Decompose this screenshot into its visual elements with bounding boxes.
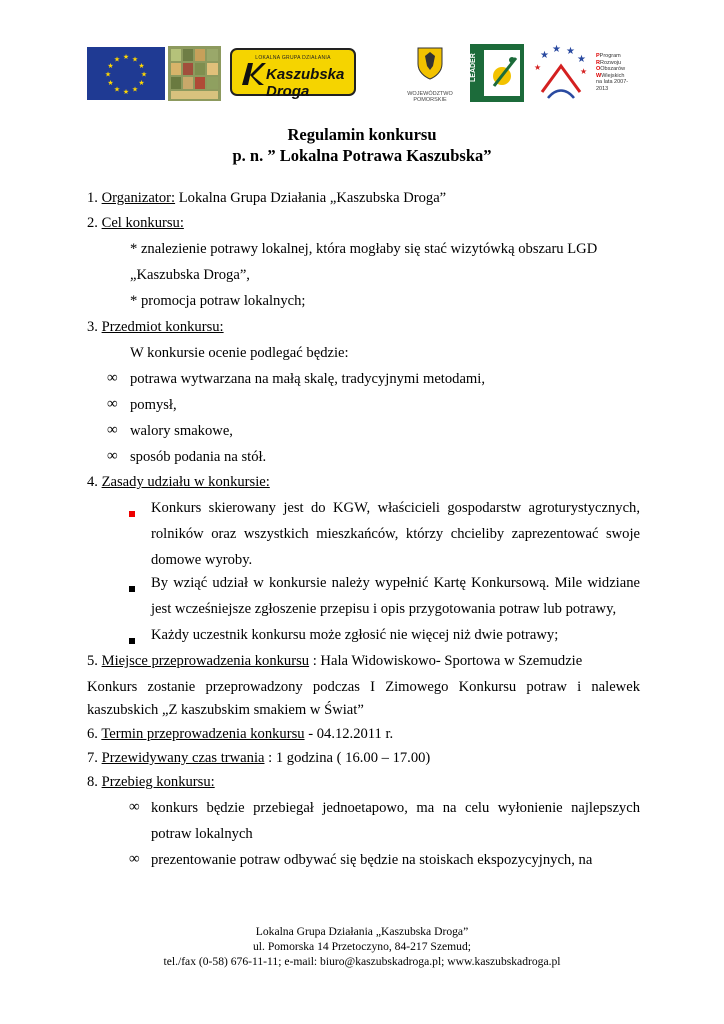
prow-line-text: Obszarów <box>600 66 626 73</box>
rule-2-line-1: By wziąć udział w konkursie należy wypełnić Kartę Konkursową. Mile widziane <box>151 575 640 591</box>
section-number: 4. <box>87 474 102 490</box>
rule-3: Każdy uczestnik konkursu może zgłosić nie więcej niż dwie potrawy; <box>151 627 559 643</box>
title-line-2: p. n. ” Lokalna Potrawa Kaszubska” <box>232 146 492 165</box>
prow-logo <box>530 44 640 102</box>
prow-line <box>596 53 640 60</box>
svg-text:★: ★ <box>580 67 588 76</box>
section-number: 3. <box>87 319 102 335</box>
prow-line <box>596 66 640 73</box>
section-8 <box>87 774 215 791</box>
prow-line <box>596 60 640 67</box>
goal-item-1-cont: „Kaszubska Droga”, <box>130 267 250 283</box>
document-title <box>0 124 724 166</box>
prow-initial: W <box>596 72 602 79</box>
prow-line: na lata 2007-2013 <box>596 79 629 92</box>
section-4 <box>87 474 270 491</box>
prow-initial: P <box>596 53 600 59</box>
criteria-item: walory smakowe, <box>130 423 233 439</box>
page-footer <box>0 924 724 969</box>
prow-line-text: Wiejskich <box>601 72 625 79</box>
svg-text:★: ★ <box>104 70 112 79</box>
rule-2-line-2: jest wcześniejsze zgłoszenie przepisu i opis przygotowania potraw lub potrawy, <box>151 601 617 617</box>
leader-caption: LEADER <box>470 53 477 82</box>
section-label: Zasady udziału w konkursie: <box>101 474 270 490</box>
footer-contact: tel./fax (0-58) 676-11-11; e-mail: biuro@kaszubskadroga.pl; www.kaszubskadroga.pl <box>163 955 561 968</box>
course-1-line-1: konkurs będzie przebiegał jednoetapowo, ma na celu wyłonienie najlepszych <box>151 800 640 816</box>
goal-item-2: * promocja potraw lokalnych; <box>130 293 306 309</box>
pomorskie-caption: WOJEWÓDZTWO POMORSKIE <box>407 91 453 103</box>
leader-leaf-icon <box>470 44 524 102</box>
prow-stars-house-icon <box>530 44 592 102</box>
criteria-item: potrawa wytwarzana na małą skalę, tradycyjnymi metodami, <box>130 371 485 387</box>
criteria-item: sposób podania na stół. <box>130 449 267 465</box>
section-1 <box>87 190 446 207</box>
svg-text:★: ★ <box>131 85 139 94</box>
section-number: 6. <box>87 726 102 742</box>
section-2 <box>87 215 184 232</box>
infinity-bullet-icon: ∞ <box>107 448 118 464</box>
section-label: Przedmiot konkursu: <box>101 319 224 335</box>
section-label: Przebieg konkursu: <box>101 774 215 790</box>
prow-line-text: Rozwoju <box>599 59 622 66</box>
rule-1-line-1: Konkurs skierowany jest do KGW, właścicieli gospodarstw agroturystycznych, <box>151 500 640 516</box>
prow-initial: O <box>596 66 601 73</box>
rule-1-line-2: rolników oraz wszystkich mieszkańców, którzy chcieliby zaprezentować swoje <box>151 526 640 542</box>
section-5 <box>87 653 582 670</box>
section-text: - 04.12.2011 r. <box>304 726 394 742</box>
svg-text:★: ★ <box>107 62 114 70</box>
goal-item-1: * znalezienie potrawy lokalnej, która mogłaby się stać wizytówką obszaru LGD <box>130 241 598 257</box>
footer-org: Lokalna Grupa Działania „Kaszubska Droga” <box>255 925 469 938</box>
prow-line <box>596 73 640 80</box>
section-label: Przewidywany czas trwania <box>101 750 265 766</box>
leader-logo <box>470 44 524 102</box>
section-number: 7. <box>87 750 102 766</box>
kd-logo-caption: LOKALNA GRUPA DZIAŁANIA <box>255 55 331 61</box>
leader-mosaic-logo <box>168 46 221 101</box>
svg-text:★: ★ <box>122 88 130 96</box>
infinity-bullet-icon: ∞ <box>129 851 140 867</box>
mosaic-icon <box>168 46 221 101</box>
section-6 <box>87 726 393 743</box>
event-line-1: Konkurs zostanie przeprowadzony podczas I Zimowego Konkursu potraw i nalewek <box>87 679 640 695</box>
svg-text:★: ★ <box>122 53 130 61</box>
infinity-bullet-icon: ∞ <box>107 422 118 438</box>
square-bullet-icon <box>129 580 135 597</box>
prow-initial: R <box>596 59 600 66</box>
footer-address: ul. Pomorska 14 Przetoczyno, 84-217 Szemud; <box>253 940 471 953</box>
section-label: Termin przeprowadzenia konkursu <box>101 726 305 742</box>
svg-text:★: ★ <box>138 62 145 70</box>
section-number: 1. <box>87 190 102 206</box>
section-text: : Hala Widowiskowo- Sportowa w Szemudzie <box>309 653 583 669</box>
rule-1-line-3: domowe wyroby. <box>151 552 253 568</box>
criteria-item: pomysł, <box>130 397 177 413</box>
prow-line-text: Program <box>599 53 621 59</box>
red-square-bullet-icon <box>129 505 135 522</box>
svg-text:★: ★ <box>131 55 139 64</box>
road-k-icon <box>240 61 266 87</box>
prow-caption <box>596 53 640 93</box>
infinity-bullet-icon: ∞ <box>129 799 140 815</box>
section-number: 8. <box>87 774 102 790</box>
griffin-shield-icon <box>416 46 444 80</box>
section-number: 2. <box>87 215 102 231</box>
svg-text:★: ★ <box>113 55 121 64</box>
title-line-1: Regulamin konkursu <box>287 125 437 144</box>
section-3 <box>87 319 224 336</box>
logo-bar <box>0 44 724 104</box>
svg-text:★: ★ <box>138 79 145 87</box>
svg-text:★: ★ <box>566 46 575 57</box>
eu-flag-logo <box>87 47 165 100</box>
svg-text:★: ★ <box>140 70 148 79</box>
kd-logo-name: Kaszubska Droga <box>266 66 345 100</box>
course-1-line-2: potraw lokalnych <box>151 826 253 842</box>
section-number: 5. <box>87 653 102 669</box>
section-text: Lokalna Grupa Działania „Kaszubska Droga” <box>175 190 447 206</box>
svg-text:★: ★ <box>552 44 561 55</box>
kaszubska-droga-logo <box>230 48 356 100</box>
infinity-bullet-icon: ∞ <box>107 370 118 386</box>
square-bullet-icon <box>129 632 135 649</box>
pomorskie-crest-logo <box>395 46 465 102</box>
criteria-intro: W konkursie ocenie podlegać będzie: <box>130 345 349 361</box>
event-line-2: kaszubskich „Z kaszubskim smakiem w Świat” <box>87 702 364 718</box>
svg-text:★: ★ <box>107 79 114 87</box>
section-7 <box>87 750 430 767</box>
section-label: Organizator: <box>101 190 176 206</box>
course-2: prezentowanie potraw odbywać się będzie na stoiskach ekspozycyjnych, na <box>151 852 593 868</box>
svg-text:★: ★ <box>540 50 549 61</box>
infinity-bullet-icon: ∞ <box>107 396 118 412</box>
svg-text:★: ★ <box>534 63 542 72</box>
section-label: Miejsce przeprowadzenia konkursu <box>101 653 310 669</box>
eu-stars-icon <box>87 47 165 100</box>
svg-text:★: ★ <box>113 85 121 94</box>
section-text: : 1 godzina ( 16.00 – 17.00) <box>264 750 431 766</box>
svg-text:★: ★ <box>577 54 586 65</box>
section-label: Cel konkursu: <box>101 215 184 231</box>
